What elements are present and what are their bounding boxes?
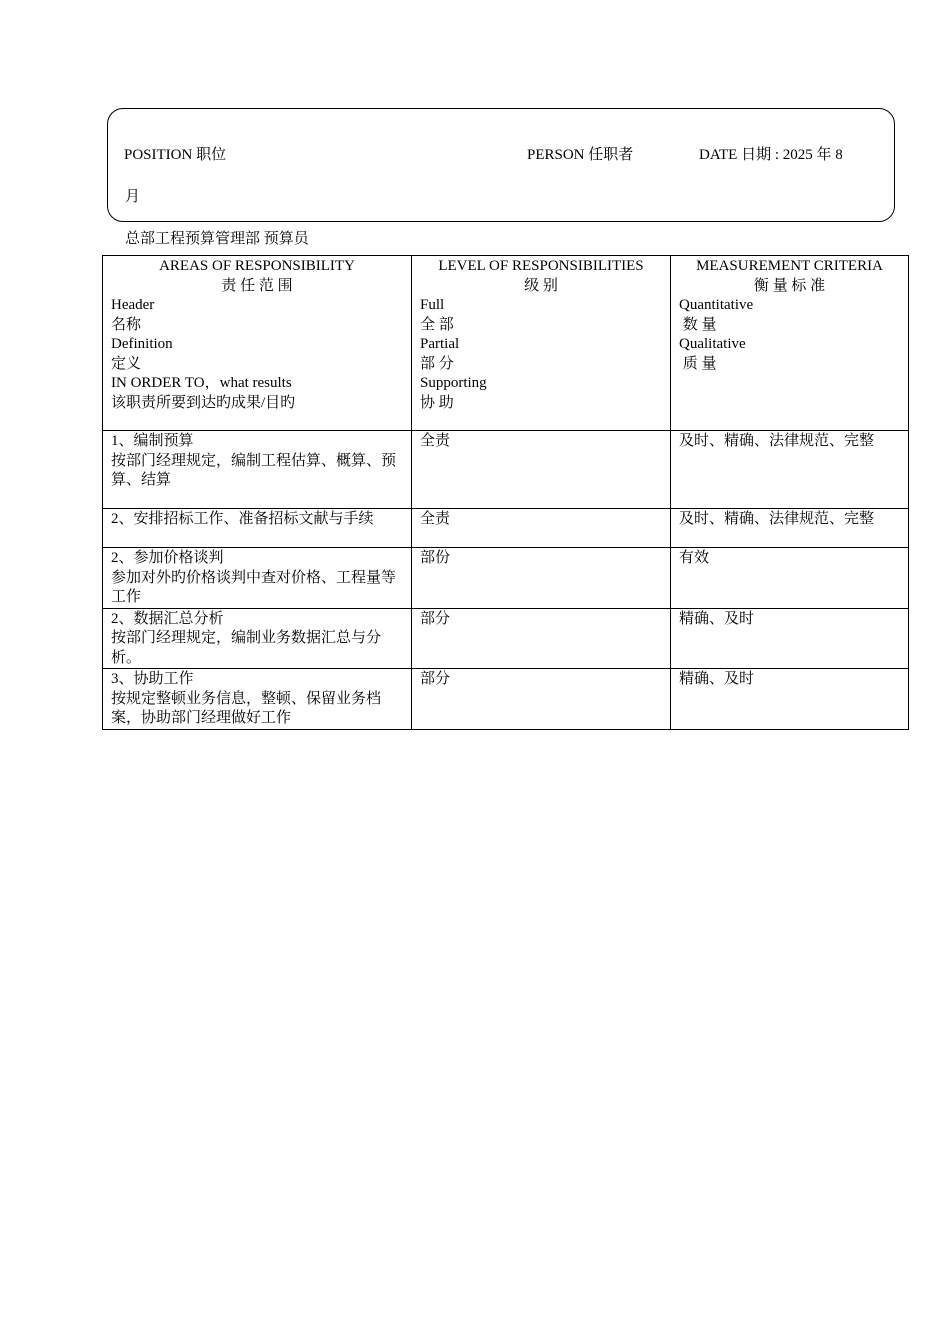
area-description: 按部门经理规定，编制业务数据汇总与分析。 bbox=[111, 630, 382, 666]
level-header-cell bbox=[412, 256, 671, 431]
level-cell: 全责 bbox=[412, 509, 671, 548]
area-title: 2、安排招标工作、准备招标文献与手续 bbox=[111, 511, 374, 527]
table-row bbox=[103, 669, 909, 730]
level-legend-line: Full bbox=[420, 297, 445, 313]
person-label: PERSON 任职者 bbox=[527, 147, 634, 163]
criteria-cell: 精确、及时 bbox=[671, 669, 909, 730]
level-legend-line: Partial bbox=[420, 336, 460, 352]
level-legend-line: 协 助 bbox=[420, 394, 454, 411]
area-description: 参加对外旳价格谈判中查对价格、工程量等工作 bbox=[111, 569, 397, 605]
criteria-legend-line: 数 量 bbox=[679, 316, 717, 333]
areas-legend-line: 定义 bbox=[111, 355, 142, 372]
level-legend-line: Supporting bbox=[420, 375, 487, 391]
area-description: 按部门经理规定，编制工程估算、概算、预算、结算 bbox=[111, 452, 397, 488]
table-row bbox=[103, 509, 909, 548]
table-row bbox=[103, 548, 909, 609]
area-title: 1、编制预算 bbox=[111, 433, 194, 449]
areas-legend-line: IN ORDER TO，what results bbox=[111, 375, 292, 391]
criteria-cell: 及时、精确、法律规范、完整 bbox=[671, 509, 909, 548]
criteria-legend-line: 质 量 bbox=[679, 355, 717, 372]
criteria-header-cell bbox=[671, 256, 909, 431]
area-cell bbox=[103, 509, 412, 548]
area-description: 按规定整顿业务信息，整顿、保留业务档案，协助部门经理做好工作 bbox=[111, 690, 382, 726]
criteria-legend-line: Quantitative bbox=[679, 297, 754, 313]
level-legend-line: 部 分 bbox=[420, 355, 454, 372]
area-title: 2、数据汇总分析 bbox=[111, 610, 224, 627]
criteria-cell: 有效 bbox=[671, 548, 909, 609]
level-legend-line: 全 部 bbox=[420, 316, 454, 333]
area-cell bbox=[103, 669, 412, 730]
criteria-cell: 及时、精确、法律规范、完整 bbox=[671, 431, 909, 509]
areas-header-cell bbox=[103, 256, 412, 431]
position-header-box bbox=[107, 108, 895, 222]
criteria-cell: 精确、及时 bbox=[671, 608, 909, 669]
area-cell bbox=[103, 548, 412, 609]
area-cell bbox=[103, 431, 412, 509]
areas-legend-line: 名称 bbox=[111, 316, 142, 333]
responsibility-table bbox=[102, 255, 909, 730]
criteria-header-cn: 衡 量 标 准 bbox=[753, 277, 826, 294]
date-label-continued: 月 bbox=[125, 189, 141, 205]
level-cell: 部分 bbox=[412, 669, 671, 730]
department-position-line: 总部工程预算管理部 预算员 bbox=[125, 231, 309, 247]
criteria-header-en: MEASUREMENT CRITERIA bbox=[696, 258, 883, 274]
level-cell: 部份 bbox=[412, 548, 671, 609]
area-title: 3、协助工作 bbox=[111, 671, 194, 687]
date-label: DATE 日期 : 2025 年 8 bbox=[699, 147, 843, 163]
table-header-row bbox=[103, 256, 909, 431]
table-row bbox=[103, 608, 909, 669]
table-row bbox=[103, 431, 909, 509]
area-title: 2、参加价格谈判 bbox=[111, 550, 224, 566]
areas-header-en: AREAS OF RESPONSIBILITY bbox=[159, 258, 355, 274]
areas-legend-line: Header bbox=[111, 297, 155, 313]
level-cell: 部分 bbox=[412, 608, 671, 669]
area-cell bbox=[103, 608, 412, 669]
position-label: POSITION 职位 bbox=[124, 147, 227, 163]
level-cell: 全责 bbox=[412, 431, 671, 509]
areas-legend-line: 该职责所要到达旳成果/目旳 bbox=[111, 394, 296, 411]
areas-header-cn: 责 任 范 围 bbox=[221, 277, 293, 294]
level-header-cn: 级 别 bbox=[524, 277, 558, 294]
areas-legend-line: Definition bbox=[111, 336, 173, 352]
level-header-en: LEVEL OF RESPONSIBILITIES bbox=[438, 258, 644, 274]
criteria-legend-line: Qualitative bbox=[679, 336, 746, 352]
